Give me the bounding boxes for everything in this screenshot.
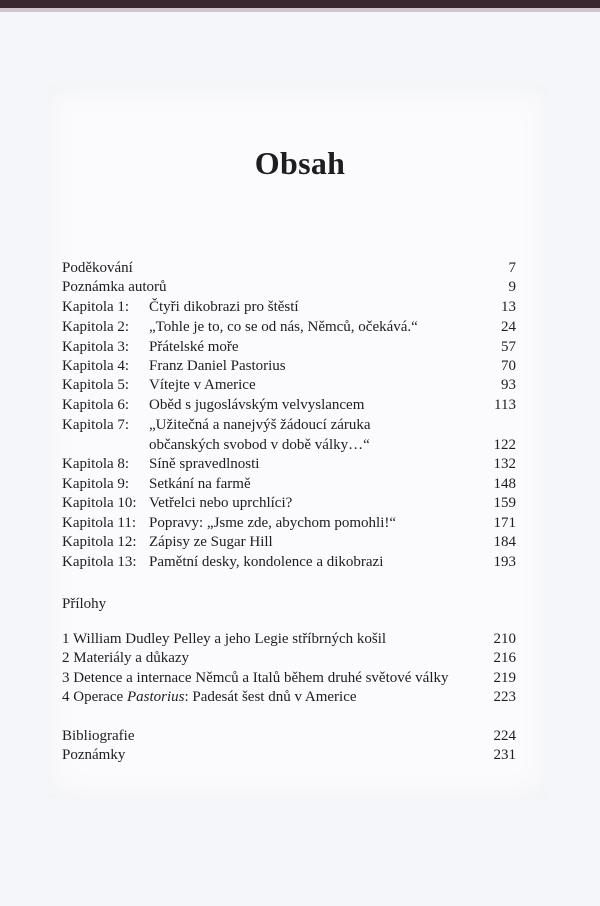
appendix-title-italic: Pastorius <box>126 689 185 705</box>
appendix-title-suffix: : Padesát šest dnů v Americe <box>184 689 357 705</box>
toc-page-number: 171 <box>493 515 516 531</box>
toc-page-number: 219 <box>493 670 516 686</box>
toc-row-acknowledgements[interactable] <box>62 258 518 278</box>
appendix-title-prefix: 4 Operace <box>62 689 127 705</box>
toc-entry-title: Poznámka autorů <box>62 279 167 295</box>
toc-row-bibliography[interactable] <box>62 726 518 746</box>
chapter-title: Síně spravedlnosti <box>149 456 260 472</box>
toc-page-number: 113 <box>494 397 516 413</box>
toc-row-chapter-5[interactable] <box>62 375 518 395</box>
toc-entry-title: Poděkování <box>62 260 133 276</box>
chapter-label: Kapitola 11: <box>62 515 137 531</box>
chapter-label: Kapitola 10: <box>62 495 137 511</box>
appendix-title: 3 Detence a internace Němců a Italů během druhé světové války <box>62 670 449 686</box>
toc-row-chapter-13[interactable] <box>62 552 518 572</box>
chapter-label: Kapitola 3: <box>62 339 130 355</box>
chapter-label: Kapitola 2: <box>62 319 130 335</box>
toc-row-chapter-8[interactable] <box>62 454 518 474</box>
toc-entry-title: Bibliografie <box>62 728 135 744</box>
section-heading: Přílohy <box>62 596 107 612</box>
toc-row-chapter-6[interactable] <box>62 395 518 415</box>
toc-row-chapter-10[interactable] <box>62 493 518 513</box>
toc-page-number: 193 <box>493 554 516 570</box>
toc-row-appendix-3[interactable] <box>62 668 518 688</box>
chapter-title: Vetřelci nebo uprchlíci? <box>149 495 293 511</box>
appendix-title <box>62 687 357 707</box>
toc-page-number: 224 <box>493 728 516 744</box>
toc-page-number: 7 <box>508 260 516 276</box>
toc-row-chapter-11[interactable] <box>62 513 518 533</box>
toc-row-appendix-4[interactable] <box>62 687 518 707</box>
chapter-title: Setkání na farmě <box>149 476 251 492</box>
toc-page-number: 159 <box>493 495 516 511</box>
chapter-title: Popravy: „Jsme zde, abychom pomohli!“ <box>149 515 397 531</box>
toc-row-chapter-7-continued[interactable] <box>62 435 518 455</box>
chapter-label: Kapitola 5: <box>62 377 130 393</box>
book-top-edge <box>0 0 600 8</box>
toc-page-number: 216 <box>493 650 516 666</box>
chapter-title: Oběd s jugoslávským velvyslancem <box>149 397 365 413</box>
chapter-label: Kapitola 6: <box>62 397 130 413</box>
chapter-label: Kapitola 1: <box>62 299 130 315</box>
toc-section-appendices <box>62 594 518 614</box>
toc-page-number: 122 <box>493 437 516 453</box>
chapter-label: Kapitola 9: <box>62 476 130 492</box>
toc-row-appendix-2[interactable] <box>62 648 518 668</box>
toc-page-number: 13 <box>501 299 516 315</box>
toc-row-chapter-1[interactable] <box>62 297 518 317</box>
chapter-title: „Užitečná a nanejvýš žádoucí záruka <box>149 417 371 433</box>
toc-row-chapter-9[interactable] <box>62 474 518 494</box>
chapter-title: Franz Daniel Pastorius <box>149 358 286 374</box>
page-title: Obsah <box>254 145 346 181</box>
chapter-title: Pamětní desky, kondolence a dikobrazi <box>149 554 384 570</box>
chapter-label: Kapitola 13: <box>62 554 137 570</box>
toc-row-appendix-1[interactable] <box>62 629 518 649</box>
toc-page-number: 93 <box>501 377 516 393</box>
toc-page-number: 210 <box>493 631 516 647</box>
chapter-title: Zápisy ze Sugar Hill <box>149 534 273 550</box>
appendix-title: 1 William Dudley Pelley a jeho Legie stříbrných košil <box>62 631 387 647</box>
chapter-label: Kapitola 7: <box>62 417 130 433</box>
toc-page-number: 184 <box>493 534 516 550</box>
toc-row-chapter-2[interactable] <box>62 317 518 337</box>
toc-page-number: 132 <box>493 456 516 472</box>
toc-row-notes[interactable] <box>62 745 518 765</box>
appendix-title: 2 Materiály a důkazy <box>62 650 190 666</box>
toc-page-number: 57 <box>501 339 516 355</box>
chapter-label: Kapitola 12: <box>62 534 137 550</box>
toc-entry-title: Poznámky <box>62 747 126 763</box>
toc-row-chapter-4[interactable] <box>62 356 518 376</box>
toc-row-chapter-12[interactable] <box>62 532 518 552</box>
chapter-title: „Tohle je to, co se od nás, Němců, očekává.“ <box>149 319 418 335</box>
toc-row-authors-note[interactable] <box>62 277 518 297</box>
chapter-label: Kapitola 8: <box>62 456 130 472</box>
chapter-label: Kapitola 4: <box>62 358 130 374</box>
toc-page-number: 24 <box>501 319 516 335</box>
toc-page-number: 223 <box>493 689 516 705</box>
toc-row-chapter-7[interactable] <box>62 415 518 435</box>
toc-page-number: 148 <box>493 476 516 492</box>
toc-page-number: 231 <box>493 747 516 763</box>
toc-page-number: 70 <box>501 358 516 374</box>
toc-page-number: 9 <box>508 279 516 295</box>
chapter-title-continued: občanských svobod v době války…“ <box>149 437 370 453</box>
toc-row-chapter-3[interactable] <box>62 337 518 357</box>
chapter-title: Čtyři dikobrazi pro štěstí <box>149 299 299 315</box>
chapter-title: Vítejte v Americe <box>149 377 256 393</box>
chapter-title: Přátelské moře <box>149 339 239 355</box>
